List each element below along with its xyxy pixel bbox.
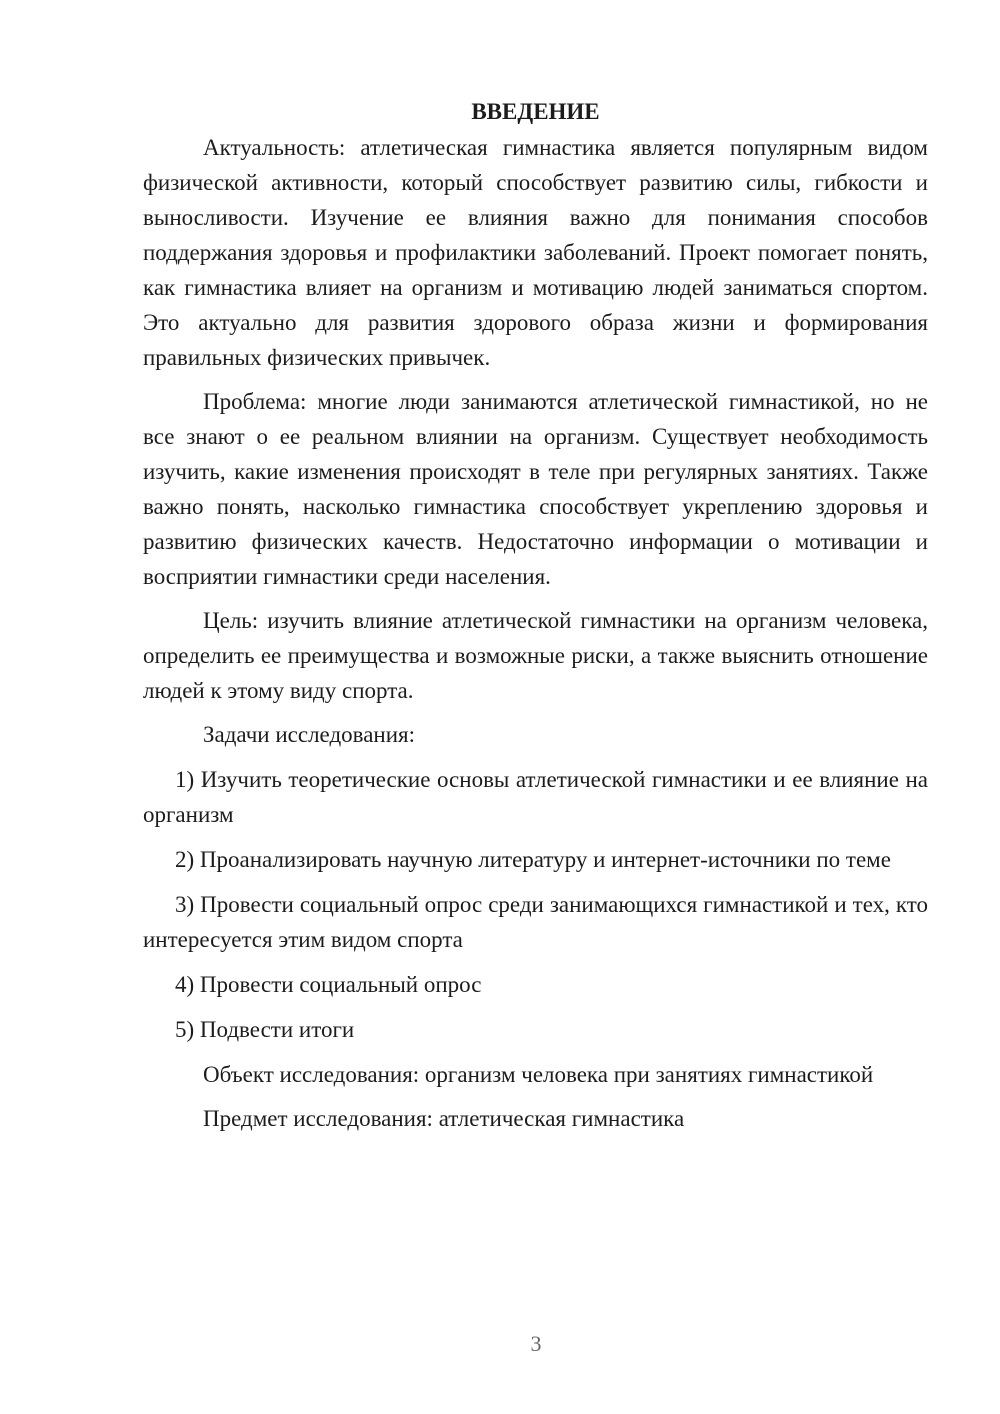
- task-item-5: 5) Подвести итоги: [175, 1017, 355, 1042]
- tasks-list: [143, 762, 928, 1047]
- research-subject-paragraph: Предмет исследования: атлетическая гимнастика: [203, 1106, 685, 1131]
- task-item-2: 2) Проанализировать научную литературу и интернет-источники по теме: [175, 847, 891, 872]
- section-title: ВВЕДЕНИЕ: [471, 99, 600, 124]
- page-content: [143, 94, 928, 1145]
- goal-paragraph: Цель: изучить влияние атлетической гимнастики на организм человека, определить ее преимущества и возможные риски, а также выяснить отношение людей к этому виду спорта.: [143, 608, 928, 703]
- task-item-1: 1) Изучить теоретические основы атлетической гимнастики и ее влияние на организм: [143, 767, 928, 827]
- relevance-paragraph: Актуальность: атлетическая гимнастика является популярным видом физической активности, который способствует развитию силы, гибкости и выносливости. Изучение ее влияния важно для понимания способов поддержания здоровья и профилактики заболеваний. Проект помогает понять, как гимнастика влияет на организм и мотивацию людей заниматься спортом. Это актуально для развития здорового образа жизни и формирования правильных физических привычек.: [143, 135, 928, 370]
- tasks-heading: Задачи исследования:: [203, 722, 416, 747]
- page-number: 3: [530, 1331, 542, 1356]
- research-object-paragraph: Объект исследования: организм человека при занятиях гимнастикой: [203, 1062, 874, 1087]
- problem-paragraph: Проблема: многие люди занимаются атлетической гимнастикой, но не все знают о ее реальном влиянии на организм. Существует необходимость изучить, какие изменения происходят в теле при регулярных занятиях. Также важно понять, насколько гимнастика способствует укреплению здоровья и развитию физических качеств. Недостаточно информации о мотивации и восприятии гимнастики среди населения.: [143, 389, 928, 589]
- task-item-3: 3) Провести социальный опрос среди занимающихся гимнастикой и тех, кто интересуется этим видом спорта: [143, 892, 928, 952]
- task-item-4: 4) Провести социальный опрос: [175, 972, 482, 997]
